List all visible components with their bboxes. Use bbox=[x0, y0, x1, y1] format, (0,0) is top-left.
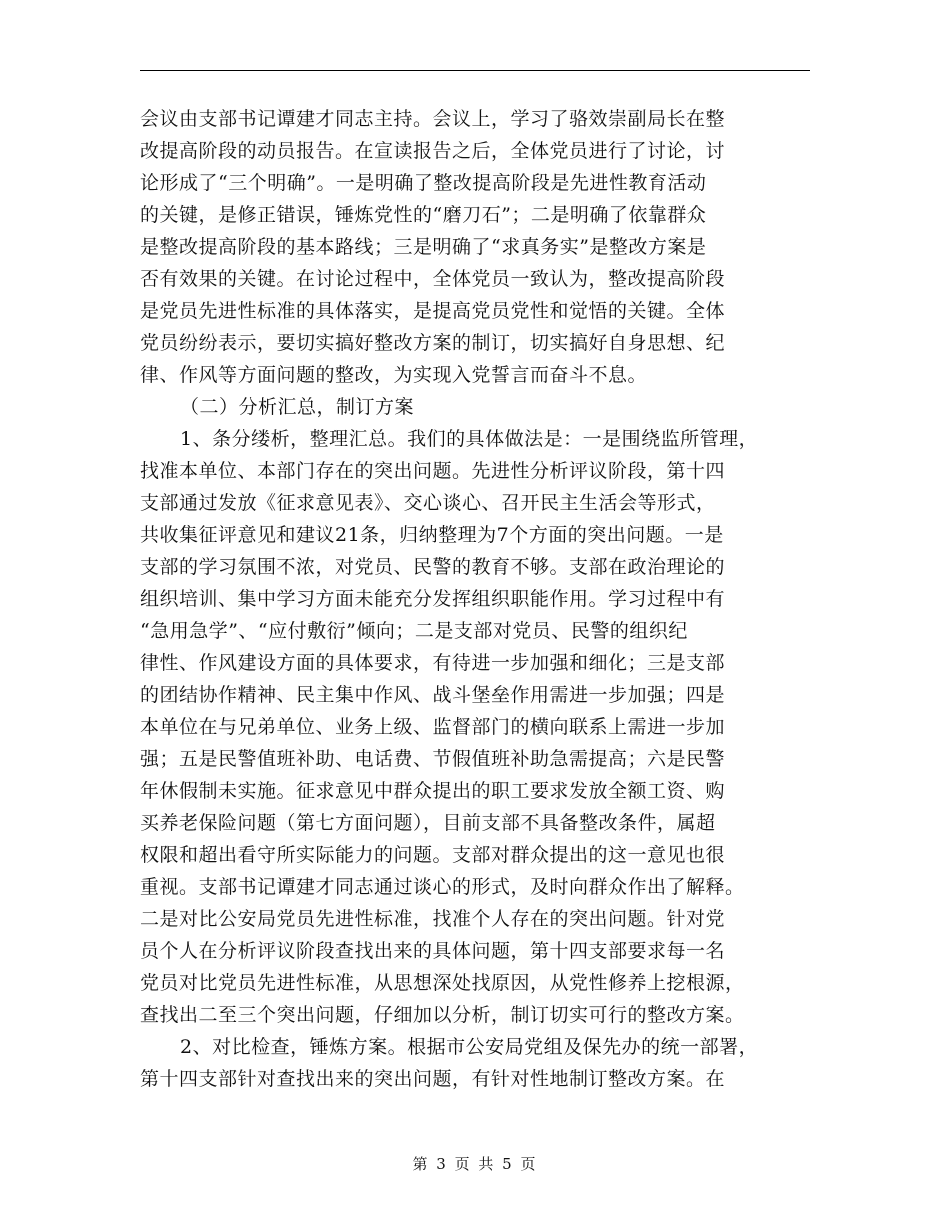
text-line: 改提高阶段的动员报告。在宣读报告之后，全体党员进行了讨论，讨 bbox=[140, 140, 726, 162]
text-line: 否有效果的关键。在讨论过程中，全体党员一致认为，整改提高阶段 bbox=[140, 268, 726, 290]
text-line: 2、对比检查，锤炼方案。根据市公安局党组及保先办的统一部署， bbox=[180, 1036, 759, 1058]
text-line: “急用急学”、“应付敷衍”倾向；二是支部对党员、民警的组织纪 bbox=[140, 620, 688, 642]
text-line: 本单位在与兄弟单位、业务上级、监督部门的横向联系上需进一步加 bbox=[140, 716, 726, 738]
text-line: 年休假制未实施。征求意见中群众提出的职工要求发放全额工资、购 bbox=[140, 780, 726, 802]
text-line: 强；五是民警值班补助、电话费、节假值班补助急需提高；六是民警 bbox=[140, 748, 726, 770]
text-line: 员个人在分析评议阶段查找出来的具体问题，第十四支部要求每一名 bbox=[140, 940, 726, 962]
text-line: 买养老保险问题（第七方面问题），目前支部不具备整改条件，属超 bbox=[140, 812, 716, 834]
text-line: 第十四支部针对查找出来的突出问题，有针对性地制订整改方案。在 bbox=[140, 1068, 726, 1090]
text-line: 是整改提高阶段的基本路线；三是明确了“求真务实”是整改方案是 bbox=[140, 236, 707, 258]
text-line: 找准本单位、本部门存在的突出问题。先进性分析评议阶段，第十四 bbox=[140, 460, 726, 482]
text-line: 组织培训、集中学习方面未能充分发挥组织职能作用。学习过程中有 bbox=[140, 588, 726, 610]
text-line: 二是对比公安局党员先进性标准，找准个人存在的突出问题。针对党 bbox=[140, 908, 726, 930]
text-line: 权限和超出看守所实际能力的问题。支部对群众提出的这一意见也很 bbox=[140, 844, 726, 866]
text-line: 论形成了“三个明确”。一是明确了整改提高阶段是先进性教育活动 bbox=[140, 172, 707, 194]
text-line: 重视。支部书记谭建才同志通过谈心的形式，及时向群众作出了解释。 bbox=[140, 876, 745, 898]
text-line: 1、条分缕析，整理汇总。我们的具体做法是：一是围绕监所管理， bbox=[180, 428, 759, 450]
text-line: 的团结协作精神、民主集中作风、战斗堡垒作用需进一步加强；四是 bbox=[140, 684, 726, 706]
text-line: 律、作风等方面问题的整改，为实现入党誓言而奋斗不息。 bbox=[140, 364, 648, 386]
text-line: 支部的学习氛围不浓，对党员、民警的教育不够。支部在政治理论的 bbox=[140, 556, 726, 578]
page-number-footer: 第 3 页 共 5 页 bbox=[412, 1155, 538, 1173]
text-line: 支部通过发放《征求意见表》、交心谈心、召开民主生活会等形式， bbox=[140, 492, 716, 514]
text-line: 查找出二至三个突出问题，仔细加以分析，制订切实可行的整改方案。 bbox=[140, 1004, 745, 1026]
text-line: 的关键，是修正错误，锤炼党性的“磨刀石”；二是明确了依靠群众 bbox=[140, 204, 707, 226]
text-line: 会议由支部书记谭建才同志主持。会议上，学习了骆效崇副局长在整 bbox=[140, 108, 726, 130]
section-heading: （二）分析汇总，制订方案 bbox=[180, 396, 415, 418]
text-line: 党员纷纷表示，要切实搞好整改方案的制订，切实搞好自身思想、纪 bbox=[140, 332, 726, 354]
text-line: 共收集征评意见和建议21条，归纳整理为7个方面的突出问题。一是 bbox=[140, 524, 724, 546]
text-line: 律性、作风建设方面的具体要求，有待进一步加强和细化；三是支部 bbox=[140, 652, 726, 674]
text-line: 是党员先进性标准的具体落实，是提高党员党性和觉悟的关键。全体 bbox=[140, 300, 726, 322]
text-line: 党员对比党员先进性标准，从思想深处找原因，从党性修养上挖根源， bbox=[140, 972, 745, 994]
